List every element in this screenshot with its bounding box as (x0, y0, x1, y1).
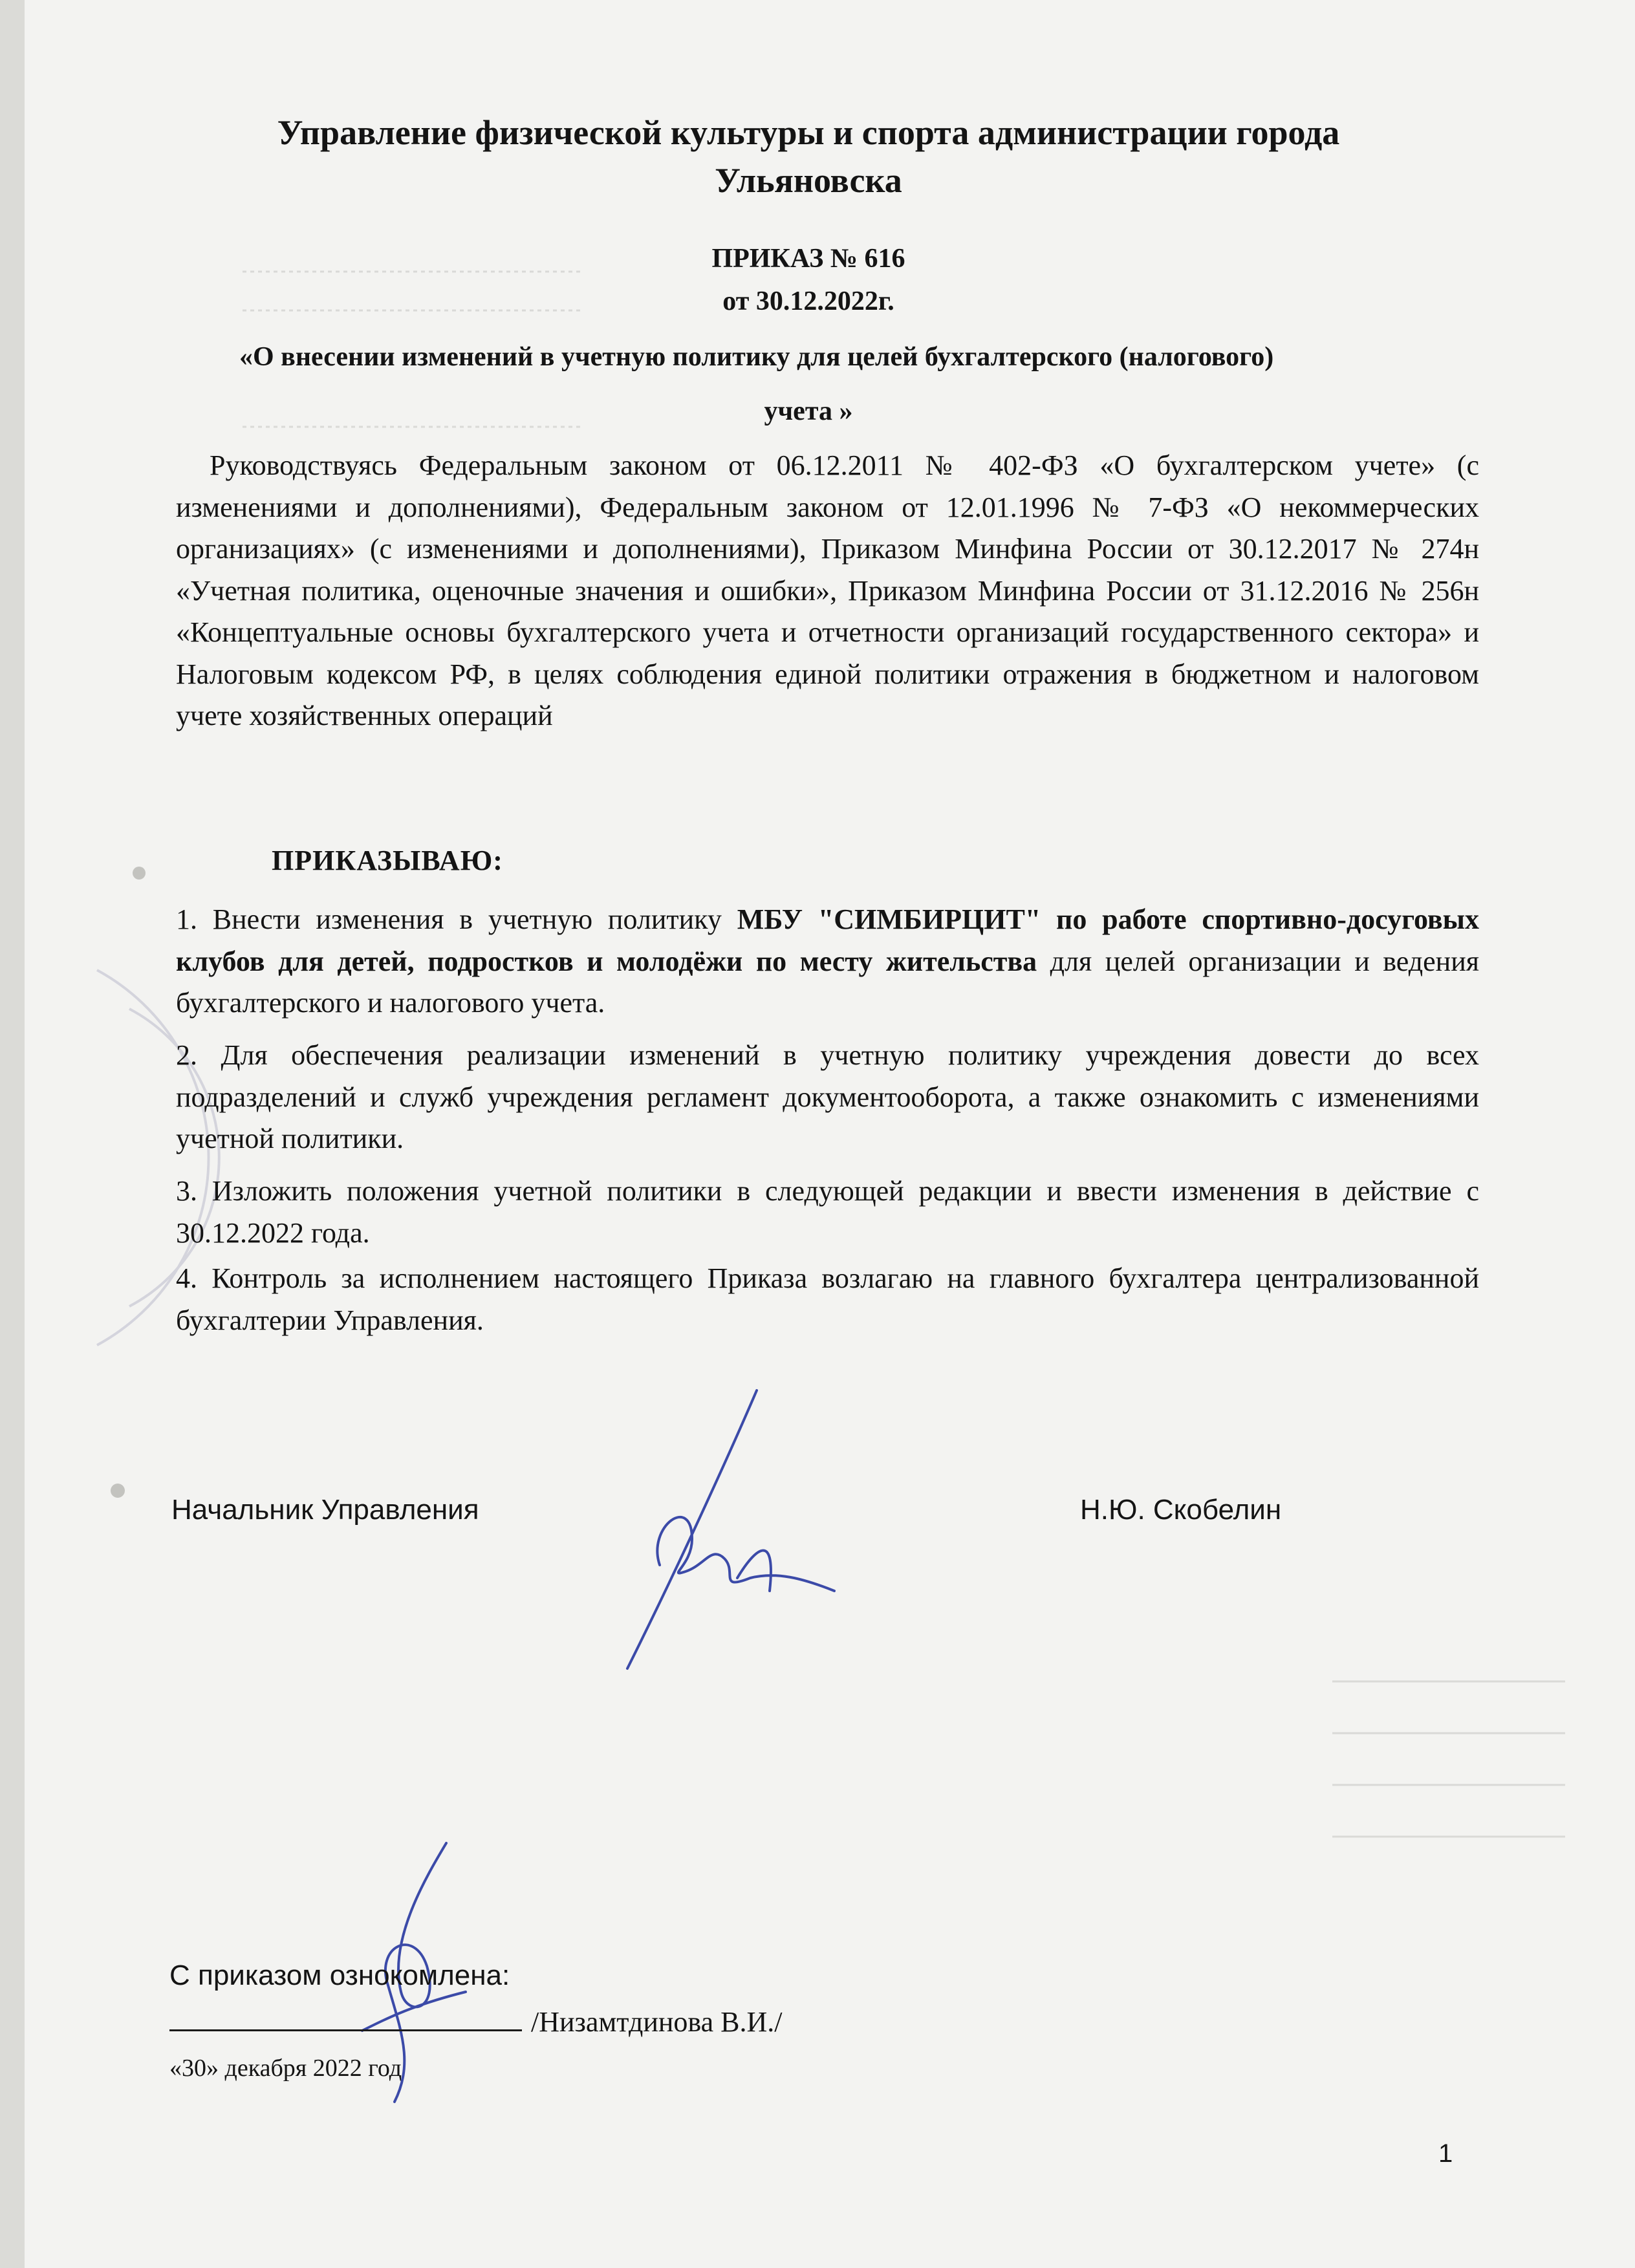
order-item-1-tail: для целей организации и ведения бухгалтерского и налогового учета. (176, 945, 1479, 1019)
order-item-1-lead: 1. Внести изменения в учетную политику (176, 903, 737, 935)
order-subject-line-1: «О внесении изменений в учетную политику для целей бухгалтерского (налогового) (239, 342, 1274, 372)
order-item-1 (176, 899, 1479, 1024)
order-item-1-institution: МБУ "СИМБИРЦИТ" по работе спортивно-досуговых клубов для детей, подростков и молодёжи по месту жительства (176, 903, 1479, 977)
page-number: 1 (1438, 2139, 1453, 2168)
signatory-name: Н.Ю. Скобелин (1080, 1494, 1282, 1526)
acknowledgement-name: /Низамтдинова В.И./ (531, 2006, 783, 2038)
preamble-paragraph: Руководствуясь Федеральным законом от 06.12.2011 № 402-ФЗ «О бухгалтерском учете» (с изменениями и дополнениями), Федеральным законом от 12.01.1996 № 7-ФЗ «О некоммерческих организациях» (с изменениями и дополнениями), Приказом Минфина России от 30.12.2017 № 274н «Учетная политика, оценочные значения и ошибки», Приказом Минфина России от 31.12.2016 № 256н «Концептуальные основы бухгалтерского учета и отчетности организаций государственного сектора» и Налоговым кодексом РФ, в целях соблюдения единой политики отражения в бюджетном и налоговом учете хозяйственных операций (176, 449, 1479, 731)
order-item-2: 2. Для обеспечения реализации изменений в учетную политику учреждения довести до всех подразделений и служб учреждения регламент документооборота, а также ознакомить с изменениями учетной политики. (176, 1039, 1479, 1154)
acknowledgement-date: «30» декабря 2022 год (169, 2055, 402, 2082)
organization-title: Управление физической культуры и спорта администрации города Ульяновска (277, 113, 1340, 200)
head-signature (608, 1384, 841, 1694)
signatory-title: Начальник Управления (171, 1494, 479, 1526)
order-date: от 30.12.2022г. (722, 286, 894, 316)
order-subject-line-2: учета » (764, 396, 853, 426)
order-number: ПРИКАЗ № 616 (711, 244, 905, 274)
acknowledgement-line (169, 2003, 783, 2038)
signature-rule (169, 2003, 522, 2031)
acknowledgement-label: С приказом ознокомлена: (169, 1960, 510, 1991)
orders-heading: ПРИКАЗЫВАЮ: (272, 845, 503, 876)
order-item-3: 3. Изложить положения учетной политики в следующей редакции и ввести изменения в действие с 30.12.2022 года. (176, 1175, 1479, 1249)
order-item-4: 4. Контроль за исполнением настоящего Приказа возлагаю на главного бухгалтера централизованной бухгалтерии Управления. (176, 1262, 1479, 1336)
